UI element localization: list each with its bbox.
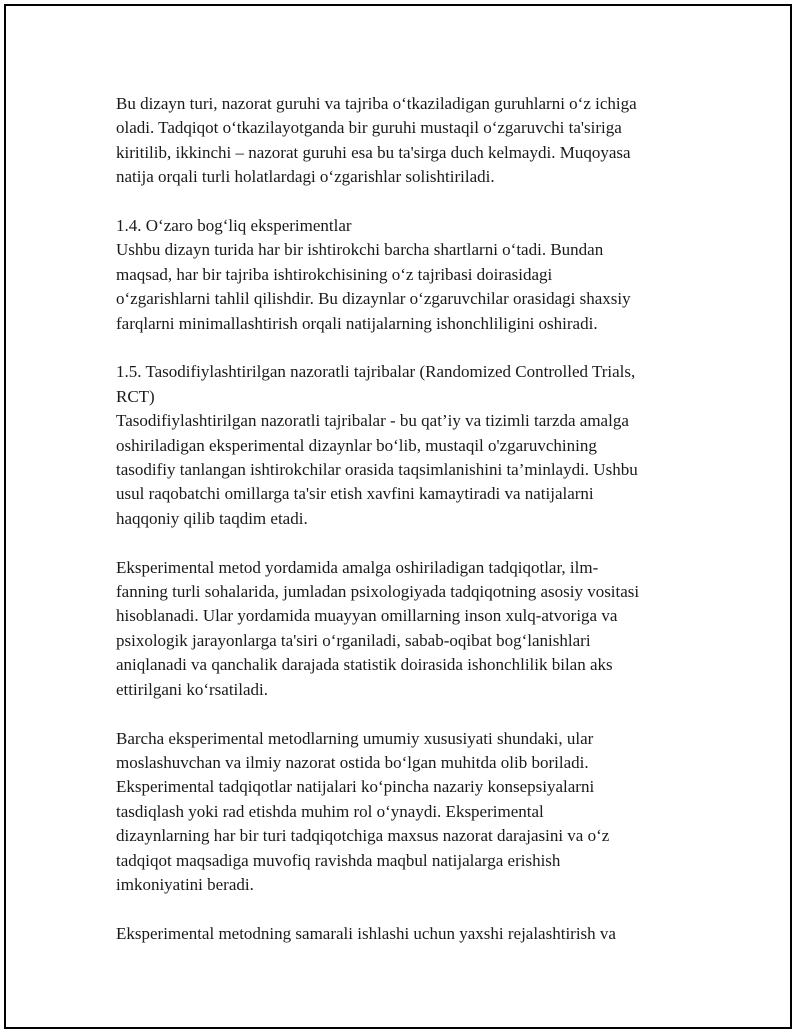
- text-line: Ushbu dizayn turida har bir ishtirokchi barcha shartlarni o‘tadi. Bundan: [116, 240, 604, 260]
- section-heading-continuation: RCT): [116, 386, 155, 406]
- text-line: natija orqali turli holatlardagi o‘zgarishlar solishtiriladi.: [116, 167, 495, 187]
- text-line: hisoblanadi. Ular yordamida muayyan omillarning inson xulq-atvoriga va: [116, 606, 618, 626]
- text-line: tadqiqot maqsadiga muvofiq ravishda maqbul natijalarga erishish: [116, 850, 561, 870]
- text-line: usul raqobatchi omillarga ta'sir etish xavfini kamaytiradi va natijalarni: [116, 484, 594, 504]
- text-line: ettirilgani ko‘rsatiladi.: [116, 679, 269, 699]
- text-line: Tasodifiylashtirilgan nazoratli tajribalar - bu qat’iy va tizimli tarzda amalga: [116, 411, 629, 431]
- paragraph-control-group-design: [116, 92, 688, 190]
- text-line: haqqoniy qilib taqdim etadi.: [116, 508, 308, 528]
- document-body: [116, 92, 688, 971]
- text-line: Eksperimental metodning samarali ishlashi uchun yaxshi rejalashtirish va: [116, 923, 616, 943]
- paragraph-experimental-method: [116, 556, 688, 702]
- text-line: fanning turli sohalarida, jumladan psixologiyada tadqiqotning asosiy vositasi: [116, 582, 640, 602]
- text-line: kiritilib, ikkinchi – nazorat guruhi esa bu ta'sirga duch kelmaydi. Muqoyasa: [116, 142, 631, 162]
- text-line: moslashuvchan va ilmiy nazorat ostida bo‘lgan muhitda olib boriladi.: [116, 752, 589, 772]
- text-line: farqlarni minimallashtirish orqali natijalarning ishonchliligini oshiradi.: [116, 313, 598, 333]
- section-heading: 1.5. Tasodifiylashtirilgan nazoratli tajribalar (Randomized Controlled Trials,: [116, 362, 636, 382]
- text-line: tasodifiy tanlangan ishtirokchilar orasida taqsimlanishini ta’minlaydi. Ushbu: [116, 460, 638, 480]
- text-line: o‘zgarishlarni tahlil qilishdir. Bu dizaynlar o‘zgaruvchilar orasidagi shaxsiy: [116, 289, 631, 309]
- text-line: oshiriladigan eksperimental dizaynlar bo‘lib, mustaqil o'zgaruvchining: [116, 435, 597, 455]
- paragraph-section-1-5: [116, 360, 688, 531]
- text-line: psixologik jarayonlarga ta'siri o‘rganiladi, sabab-oqibat bog‘lanishlari: [116, 630, 591, 650]
- text-line: Eksperimental tadqiqotlar natijalari ko‘pincha nazariy konsepsiyalarni: [116, 777, 595, 797]
- text-line: oladi. Tadqiqot o‘tkazilayotganda bir guruhi mustaqil o‘zgaruvchi ta'siriga: [116, 118, 622, 138]
- paragraph-section-1-4: [116, 214, 688, 336]
- section-heading: 1.4. O‘zaro bog‘liq eksperimentlar: [116, 216, 352, 236]
- paragraph-planning: [116, 922, 688, 946]
- text-line: Bu dizayn turi, nazorat guruhi va tajriba o‘tkaziladigan guruhlarni o‘z ichiga: [116, 94, 637, 113]
- text-line: maqsad, har bir tajriba ishtirokchisining o‘z tajribasi doirasidagi: [116, 264, 553, 284]
- text-line: imkoniyatini beradi.: [116, 874, 254, 894]
- text-line: Eksperimental metod yordamida amalga oshiriladigan tadqiqotlar, ilm-: [116, 557, 599, 577]
- text-line: Barcha eksperimental metodlarning umumiy xususiyati shundaki, ular: [116, 728, 594, 748]
- text-line: dizaynlarning har bir turi tadqiqotchiga maxsus nazorat darajasini va o‘z: [116, 826, 610, 846]
- text-line: aniqlanadi va qanchalik darajada statistik doirasida ishonchlilik bilan aks: [116, 655, 613, 675]
- text-line: tasdiqlash yoki rad etishda muhim rol o‘ynaydi. Eksperimental: [116, 801, 544, 821]
- paragraph-common-features: [116, 727, 688, 898]
